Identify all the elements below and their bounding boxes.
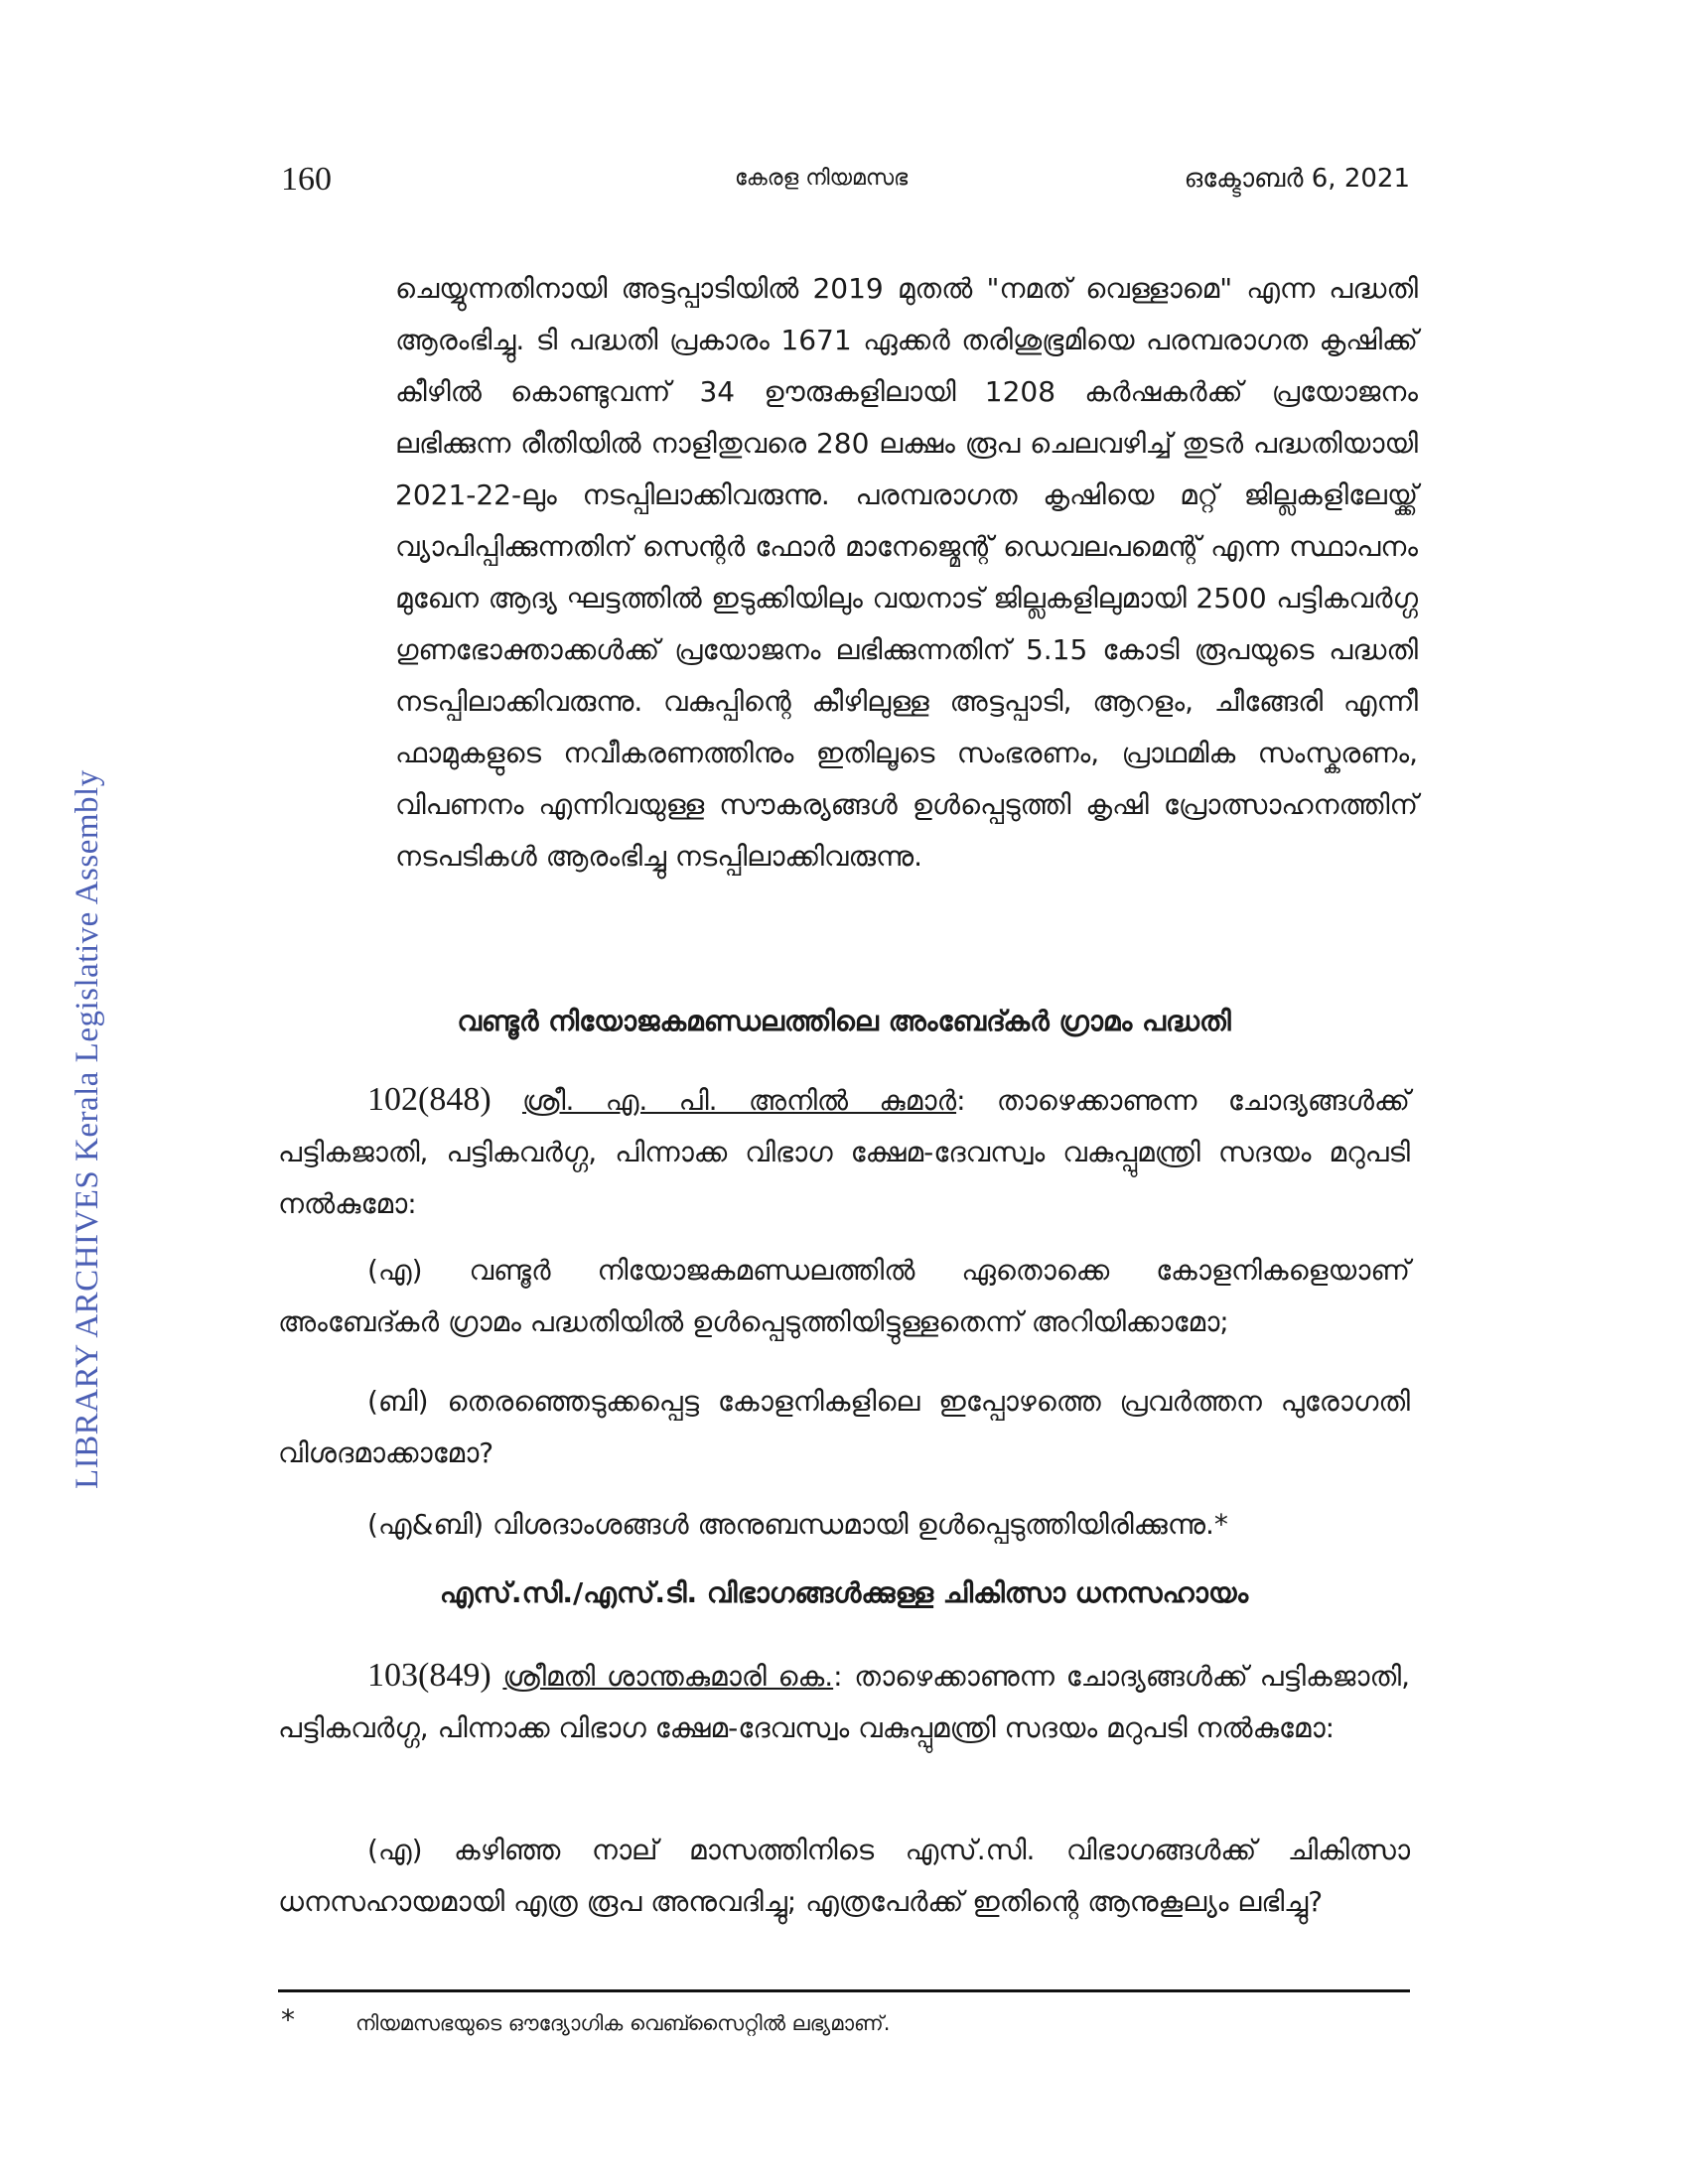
footnote-text: നിയമസഭയുടെ ഔദ്യോഗിക വെബ്സൈറ്റിൽ ലഭ്യമാണ്. [355,2011,891,2035]
question-102-answer: (എ&ബി) വിശദാംശങ്ങൾ അനുബന്ധമായി ഉൾപ്പെടുത്തിയിരിക്കുന്നു.* [367,1508,1228,1541]
archive-watermark: LIBRARY ARCHIVES Kerala Legislative Assembly [70,769,105,1489]
question-102-part-a: (എ) വണ്ടൂർ നിയോജകമണ്ഡലത്തിൽ ഏതൊക്കെ കോളനികളെയാണ് അംബേദ്കർ ഗ്രാമം പദ്ധതിയിൽ ഉൾപ്പെടുത്തിയിട്ടുള്ളതെന്ന് അറിയിക്കാമോ; [278,1254,1410,1338]
question-number: 103(849) [367,1657,492,1694]
section-heading-medical-aid: എസ്.സി./എസ്.ടി. വിഭാഗങ്ങൾക്കുള്ള ചികിത്സാ ധനസഹായം [439,1576,1249,1609]
section-heading-ambedkar-gramam: വണ്ടൂർ നിയോജകമണ്ഡലത്തിലെ അംബേദ്കർ ഗ്രാമം പദ്ധതി [457,1005,1231,1037]
question-text: : താഴെക്കാണുന്ന ചോദ്യങ്ങൾക്ക് പട്ടികജാതി, പട്ടികവർഗ്ഗ, പിന്നാക്ക വിഭാഗ ക്ഷേമ-ദേവസ്വം വകുപ്പുമന്ത്രി സദയം മറുപടി നൽകുമോ: [278,1084,1410,1220]
running-header-title: കേരള നിയമസഭ [735,166,909,191]
question-102-part-b: (ബി) തെരഞ്ഞെടുക്കപ്പെട്ട കോളനികളിലെ ഇപ്പോഴത്തെ പ്രവർത്തന പുരോഗതി വിശദമാക്കാമോ? [278,1385,1410,1469]
header-date: ഒക്ടോബർ 6, 2021 [1184,164,1410,194]
question-103-part-a: (എ) കഴിഞ്ഞ നാല് മാസത്തിനിടെ എസ്.സി. വിഭാഗങ്ങൾക്ക് ചികിത്സാ ധനസഹായമായി എത്ര രൂപ അനുവദിച്ചു; എത്രപേർക്ക് ഇതിന്റെ ആനുകൂല്യം ലഭിച്ചു? [278,1834,1410,1918]
member-name: ശ്രീ. എ. പി. അനിൽ കുമാർ [521,1084,957,1117]
question-102 [278,1074,1410,1230]
continuation-paragraph: ചെയ്യുന്നതിനായി അട്ടപ്പാടിയിൽ 2019 മുതൽ "നമത് വെള്ളാമെ" എന്ന പദ്ധതി ആരംഭിച്ചു. ടി പദ്ധതി പ്രകാരം 1671 ഏക്കർ തരിശുഭൂമിയെ പരമ്പരാഗത കൃഷിക്ക് കീഴിൽ കൊണ്ടുവന്ന് 34 ഊരുകളിലായി 1208 കർഷകർക്ക് പ്രയോജനം ലഭിക്കുന്ന രീതിയിൽ നാളിതുവരെ 280 ലക്ഷം രൂപ ചെലവഴിച്ച് തുടർ പദ്ധതിയായി 2021-22-ലും നടപ്പിലാക്കിവരുന്നു. പരമ്പരാഗത കൃഷിയെ മറ്റ് ജില്ലകളിലേയ്ക്ക് വ്യാപിപ്പിക്കുന്നതിന് സെന്റർ ഫോർ മാനേജ്മെന്റ് ഡെവലപമെന്റ് എന്ന സ്ഥാപനം മുഖേന ആദ്യ ഘട്ടത്തിൽ ഇടുക്കിയിലും വയനാട് ജില്ലകളിലുമായി 2500 പട്ടികവർഗ്ഗ ഗുണഭോക്താക്കൾക്ക് പ്രയോജനം ലഭിക്കുന്നതിന് 5.15 കോടി രൂപയുടെ പദ്ധതി നടപ്പിലാക്കിവരുന്നു. വകുപ്പിന്റെ കീഴിലുള്ള അട്ടപ്പാടി, ആറളം, ചീങ്ങേരി എന്നീ ഫാമുകളുടെ നവീകരണത്തിനും ഇതിലൂടെ സംഭരണം, പ്രാഥമിക സംസ്കരണം, വിപണനം എന്നിവയുള്ള സൗകര്യങ്ങൾ ഉൾപ്പെടുത്തി കൃഷി പ്രോത്സാഹനത്തിന് നടപടികൾ ആരംഭിച്ചു നടപ്പിലാക്കിവരുന്നു. [395,272,1418,873]
question-number: 102(848) [367,1081,492,1118]
page-number: 160 [281,161,332,198]
question-text: : താഴെക്കാണുന്ന ചോദ്യങ്ങൾക്ക് പട്ടികജാതി, പട്ടികവർഗ്ഗ, പിന്നാക്ക വിഭാഗ ക്ഷേമ-ദേവസ്വം വകുപ്പുമന്ത്രി സദയം മറുപടി നൽകുമോ: [278,1660,1411,1744]
footnote-marker: * [281,2003,295,2036]
footnote-divider [278,1989,1410,1992]
question-103 [278,1650,1410,1754]
member-name: ശ്രീമതി ശാന്തകുമാരി കെ. [502,1660,834,1693]
